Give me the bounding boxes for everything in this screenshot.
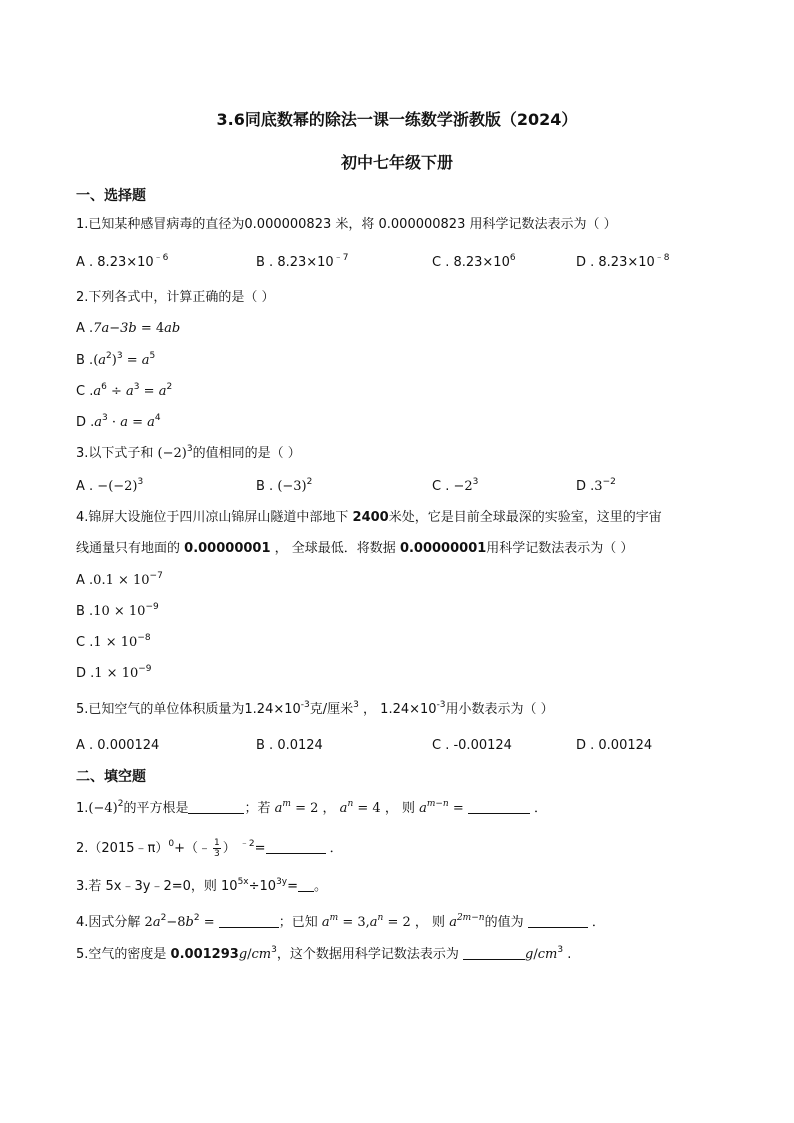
q4-option-b: B $.10 \times 10^{-9}$	[76, 602, 159, 619]
q3-option-d: D $.3^{-2}$	[576, 477, 616, 494]
question-2-stem: 2.下列各式中，计算正确的是（ ）	[76, 290, 275, 305]
question-1-stem: 1.已知某种感冒病毒的直径为0.000000823 米，将 0.000000823 用科学记数法表示为（ ）	[76, 217, 617, 232]
fill-question-1: $1.(-4)^2$的平方根是 ；若 $a^m = 2$ ， $a^n = 4$ ， 则 $a^{m-n}$ = ．	[76, 799, 548, 816]
answer-blank[interactable]	[219, 914, 279, 928]
q2-option-a: A .7a−3b = 4ab	[76, 321, 181, 336]
answer-blank[interactable]	[528, 914, 588, 928]
answer-blank[interactable]	[266, 840, 326, 854]
q1-option-b: B . $8.23\times 10^{﹣7}$	[256, 253, 349, 270]
q1-option-c: C . $8.23\times 10^6$	[432, 253, 516, 270]
q4-option-a: A $.0.1 \times 10^{-7}$	[76, 571, 163, 588]
q1-option-d: D . $8.23\times 10^{﹣8}$	[576, 253, 670, 270]
q4-option-d: D $.1 \times 10^{-9}$	[76, 664, 152, 681]
section-heading-choice: 一、选择题	[76, 188, 146, 204]
q5-option-c: C . -0.00124	[432, 738, 512, 753]
q3-option-b: B . $(-3)^2$	[256, 477, 313, 494]
q2-option-c: C $.a^6 \div a^3 = a^2$	[76, 382, 173, 399]
question-4-stem-line2: 线通量只有地面的 0.00000001 ， 全球最低．将数据 0.00000001用科学记数法表示为（ ）	[76, 541, 634, 556]
question-5-stem: 5.已知空气的单位体积质量为$1.24\times 10^{-3}$克/厘米$^3$ ， $1.24\times 10^{-3}$用小数表示为（ ）	[76, 700, 554, 717]
q2-option-b: B $.(a^2)^3 = a^5$	[76, 351, 156, 368]
answer-blank[interactable]	[463, 946, 525, 960]
answer-blank[interactable]	[468, 800, 530, 814]
q4-option-c: C $.1 \times 10^{-8}$	[76, 633, 151, 650]
answer-blank[interactable]	[188, 800, 244, 814]
document-title: 3.6同底数幂的除法一课一练数学浙教版（2024）	[216, 110, 578, 129]
q5-option-d: D . 0.00124	[576, 738, 653, 753]
fill-question-4: 4.因式分解 $2a^2-8b^2$ = ；已知 $a^m = 3,a^n = 2$ ， 则 $a^{2m-n}$的值为 ．	[76, 913, 605, 930]
q5-option-b: B . 0.0124	[256, 738, 323, 753]
fill-question-2: 2.（2015﹣π）$^0$+（﹣ $\frac{1}{3}$ ） $^{﹣2}$= ．	[76, 838, 343, 859]
q2-option-d: D $.a^3 \cdot a = a^4$	[76, 413, 161, 430]
fill-question-3: 3.若 5x﹣3y﹣2=0，则 $10^{5x}\div 10^{3y}=$ 。	[76, 877, 328, 894]
section-heading-fill: 二、填空题	[76, 769, 146, 785]
document-subtitle: 初中七年级下册	[340, 153, 453, 172]
q1-option-a: A . $8.23\times 10^{﹣6}$	[76, 253, 169, 270]
fill-question-5: 5.空气的密度是 $0.001293g/cm^3$，这个数据用科学记数法表示为 $g/cm^3$ .	[76, 945, 572, 962]
answer-blank[interactable]	[298, 878, 314, 892]
question-3-stem: 3.以下式子和 $(-2)^3$的值相同的是（ ）	[76, 444, 301, 461]
q3-option-c: C . $-2^3$	[432, 477, 479, 494]
q5-option-a: A . 0.000124	[76, 738, 160, 753]
q3-option-a: A . $-(-2)^3$	[76, 477, 144, 494]
question-4-stem-line1: 4.锦屏大设施位于四川凉山锦屏山隧道中部地下 2400米处，它是目前全球最深的实验室，这里的宇宙	[76, 510, 662, 525]
fraction: $\frac{1}{3}$	[213, 838, 220, 859]
